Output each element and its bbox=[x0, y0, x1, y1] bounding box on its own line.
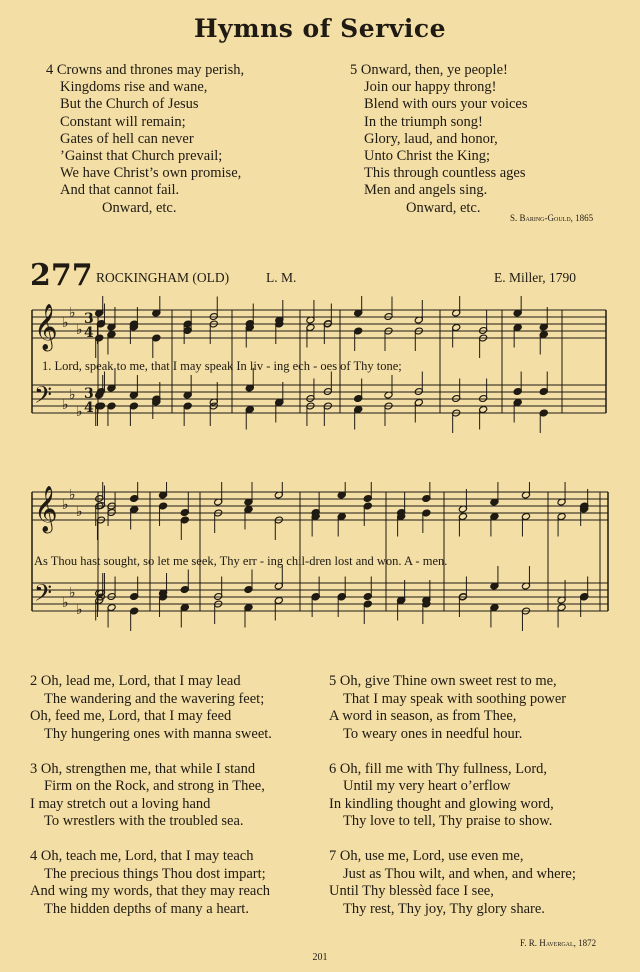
verse-line: Just as Thou wilt, and when, and where; bbox=[343, 865, 576, 882]
meter: L. M. bbox=[266, 270, 297, 285]
stanza bbox=[30, 761, 330, 831]
time-signature: 4 bbox=[84, 400, 94, 416]
verse-line: Thy rest, Thy joy, Thy glory share. bbox=[343, 900, 545, 917]
tune-name: ROCKINGHAM (OLD) bbox=[96, 270, 230, 285]
verse-line: Thy hungering ones with manna sweet. bbox=[44, 725, 272, 742]
verse-line: Constant will remain; bbox=[60, 113, 186, 130]
verse-line: The hidden depths of many a heart. bbox=[44, 900, 249, 917]
verse-line: ’Gainst that Church prevail; bbox=[60, 148, 223, 165]
verse-line: Men and angels sing. bbox=[364, 182, 488, 199]
hymn-number: 277 bbox=[30, 258, 93, 293]
top-verse-5 bbox=[350, 62, 620, 217]
top-verse-4 bbox=[46, 62, 316, 217]
verse-line: The wandering and the wavering feet; bbox=[44, 690, 265, 707]
page-number: 201 bbox=[312, 952, 328, 963]
verse-line: Firm on the Rock, and strong in Thee, bbox=[44, 778, 265, 794]
verse-line: To weary ones in needful hour. bbox=[343, 725, 523, 742]
verse-line: And that cannot fail. bbox=[60, 182, 180, 199]
verse-line: Unto Christ the King; bbox=[364, 148, 491, 165]
verse-line: We have Christ’s own promise, bbox=[60, 165, 242, 182]
verse-line: The precious things Thou dost impart; bbox=[44, 865, 266, 882]
verse-line: Thy love to tell, Thy praise to show. bbox=[343, 813, 553, 829]
bottom-verses-left bbox=[30, 673, 330, 936]
treble-clef-icon: 𝄞 bbox=[34, 304, 58, 350]
verse-line: 5 Onward, then, ye people! bbox=[350, 62, 508, 78]
verse-line: 6 Oh, fill me with Thy fullness, Lord, bbox=[329, 760, 548, 777]
verse-line: Onward, etc. bbox=[102, 199, 177, 216]
flat-icon: ♭ bbox=[62, 497, 69, 513]
verse-line: Oh, feed me, Lord, that I may feed bbox=[30, 708, 232, 724]
verse-line: And wing my words, that they may reach bbox=[30, 883, 271, 899]
author-credit: F. R. Havergal, 1872 bbox=[520, 938, 597, 948]
flat-icon: ♭ bbox=[76, 504, 83, 520]
verse-line: To wrestlers with the troubled sea. bbox=[44, 813, 244, 829]
verse-line: This through countless ages bbox=[364, 165, 526, 182]
verse-line: 7 Oh, use me, Lord, use even me, bbox=[329, 848, 524, 864]
verse-line: Kingdoms rise and wane, bbox=[60, 79, 208, 96]
flat-icon: ♭ bbox=[69, 487, 76, 503]
system-1-lyrics: 1. Lord, speak to me, that I may speak In liv - ing ech - oes of Thy tone; bbox=[42, 359, 402, 373]
flat-icon: ♭ bbox=[76, 322, 83, 338]
verse-line: Until Thy blessèd face I see, bbox=[329, 883, 494, 899]
verse-line: That I may speak with soothing power bbox=[343, 690, 567, 707]
verse-line: Glory, laud, and honor, bbox=[364, 130, 498, 147]
flat-icon: ♭ bbox=[69, 305, 76, 321]
stanza bbox=[30, 848, 330, 918]
bottom-verses-right bbox=[329, 673, 629, 936]
stanza bbox=[329, 848, 629, 918]
verse-line: 4 Crowns and thrones may perish, bbox=[46, 62, 245, 78]
flat-icon: ♭ bbox=[76, 602, 83, 618]
verse-line: In the triumph song! bbox=[364, 113, 483, 130]
verse-line: I may stretch out a loving hand bbox=[30, 795, 211, 812]
treble-clef-icon: 𝄞 bbox=[34, 486, 58, 532]
verse-line: Onward, etc. bbox=[406, 199, 481, 216]
verse-line: 3 Oh, strengthen me, that while I stand bbox=[30, 760, 256, 777]
bass-clef-icon: 𝄢 bbox=[34, 381, 53, 414]
verse-line: Gates of hell can never bbox=[60, 130, 194, 147]
verse-line: 4 Oh, teach me, Lord, that I may teach bbox=[30, 848, 254, 864]
verse-line: But the Church of Jesus bbox=[60, 96, 199, 113]
page-title: Hymns of Service bbox=[194, 14, 446, 43]
stanza bbox=[30, 673, 330, 743]
composer-credit: E. Miller, 1790 bbox=[494, 270, 576, 285]
flat-icon: ♭ bbox=[69, 387, 76, 403]
flat-icon: ♭ bbox=[76, 404, 83, 420]
flat-icon: ♭ bbox=[62, 397, 69, 413]
verse-line: Join our happy throng! bbox=[364, 79, 497, 96]
stanza bbox=[329, 673, 629, 743]
verse-line: 5 Oh, give Thine own sweet rest to me, bbox=[329, 673, 557, 689]
time-signature: 3 bbox=[84, 386, 94, 402]
time-signature: 3 bbox=[84, 311, 94, 327]
verse-line: 2 Oh, lead me, Lord, that I may lead bbox=[30, 673, 241, 689]
time-signature: 4 bbox=[84, 325, 94, 341]
flat-icon: ♭ bbox=[69, 585, 76, 601]
flat-icon: ♭ bbox=[62, 595, 69, 611]
system-2-lyrics: As Thou hast sought, so let me seek, Thy err - ing chil-dren lost and won. A - men. bbox=[34, 554, 448, 568]
flat-icon: ♭ bbox=[62, 315, 69, 331]
bass-clef-icon: 𝄢 bbox=[34, 579, 53, 612]
verse-line: Blend with ours your voices bbox=[364, 96, 528, 113]
verse-line: In kindling thought and glowing word, bbox=[329, 795, 554, 812]
verse-line: Until my very heart o’erflow bbox=[343, 778, 511, 794]
author-credit: S. Baring-Gould, 1865 bbox=[510, 213, 594, 223]
verse-line: A word in season, as from Thee, bbox=[329, 708, 517, 724]
stanza bbox=[329, 761, 629, 831]
